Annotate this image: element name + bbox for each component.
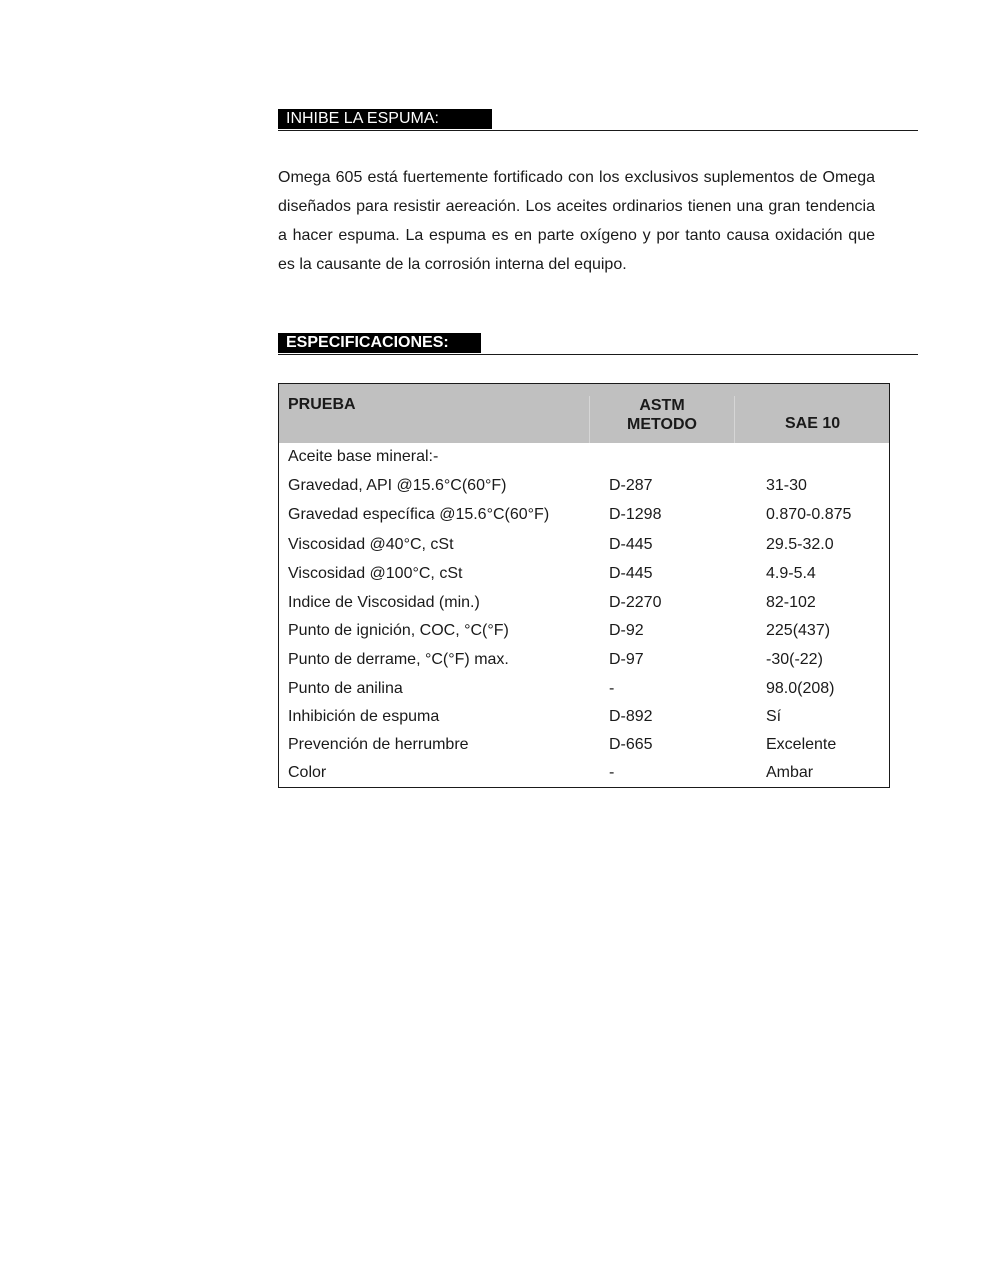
paragraph-line: diseñados para resistir aereación. Los aceites ordinarios tienen una gran tendencia <box>278 198 875 215</box>
cell-method: D-287 <box>609 477 653 494</box>
cell-value: 4.9-5.4 <box>766 565 816 582</box>
cell-value: 29.5-32.0 <box>766 536 834 553</box>
header-value: SAE 10 <box>785 415 841 432</box>
header-method-line1: ASTM <box>639 397 685 414</box>
cell-value: 225(437) <box>766 622 831 639</box>
cell-test: Prevención de herrumbre <box>288 736 469 753</box>
cell-method: D-892 <box>609 708 653 725</box>
cell-value: 0.870-0.875 <box>766 506 852 523</box>
cell-test: Indice de Viscosidad (min.) <box>288 594 480 611</box>
cell-value: Sí <box>766 708 782 725</box>
table-row <box>279 531 889 559</box>
header-method-line2: METODO <box>627 416 697 433</box>
section-header-foam <box>278 109 918 131</box>
table-row <box>279 472 889 500</box>
table-row <box>279 501 889 529</box>
cell-test: Punto de ignición, COC, °C(°F) <box>288 622 509 639</box>
cell-method: D-2270 <box>609 594 662 611</box>
cell-test: Gravedad, API @15.6°C(60°F) <box>288 477 507 494</box>
foam-paragraph <box>278 163 875 279</box>
header-method <box>589 396 735 443</box>
paragraph-line: a hacer espuma. La espuma es en parte oxígeno y por tanto causa oxidación que <box>278 227 875 244</box>
cell-method: D-1298 <box>609 506 662 523</box>
cell-test: Viscosidad @40°C, cSt <box>288 536 454 553</box>
cell-method: D-665 <box>609 736 653 753</box>
table-row <box>279 589 889 617</box>
cell-test: Color <box>288 764 327 781</box>
table-row <box>279 759 889 787</box>
cell-method: D-97 <box>609 651 644 668</box>
cell-value: 82-102 <box>766 594 816 611</box>
cell-test: Punto de derrame, °C(°F) max. <box>288 651 509 668</box>
table-row <box>279 731 889 759</box>
cell-method: - <box>609 764 615 781</box>
cell-test: Gravedad específica @15.6°C(60°F) <box>288 506 550 523</box>
cell-value: Ambar <box>766 764 814 781</box>
paragraph-line: Omega 605 está fuertemente fortificado con los exclusivos suplementos de Omega <box>278 169 875 186</box>
table-row <box>279 617 889 645</box>
paragraph-line: es la causante de la corrosión interna del equipo. <box>278 256 627 273</box>
cell-test: Inhibición de espuma <box>288 708 440 725</box>
section-header-specs <box>278 333 918 355</box>
table-row <box>279 646 889 674</box>
specifications-table <box>278 383 890 788</box>
section-title-specs: ESPECIFICACIONES: <box>278 333 481 353</box>
cell-test: Aceite base mineral:- <box>288 448 439 465</box>
cell-test: Punto de anilina <box>288 680 403 697</box>
header-test: PRUEBA <box>288 396 356 413</box>
section-title-foam: INHIBE LA ESPUMA: <box>278 109 492 129</box>
cell-method: D-445 <box>609 536 653 553</box>
cell-value: 98.0(208) <box>766 680 835 697</box>
table-row <box>279 703 889 731</box>
cell-value: -30(-22) <box>766 651 823 668</box>
cell-test: Viscosidad @100°C, cSt <box>288 565 463 582</box>
table-row <box>279 560 889 588</box>
table-header <box>279 384 889 443</box>
cell-method: D-445 <box>609 565 653 582</box>
cell-method: D-92 <box>609 622 644 639</box>
cell-method: - <box>609 680 615 697</box>
cell-value: Excelente <box>766 736 837 753</box>
cell-value: 31-30 <box>766 477 807 494</box>
table-row <box>279 675 889 703</box>
table-row <box>279 443 889 471</box>
